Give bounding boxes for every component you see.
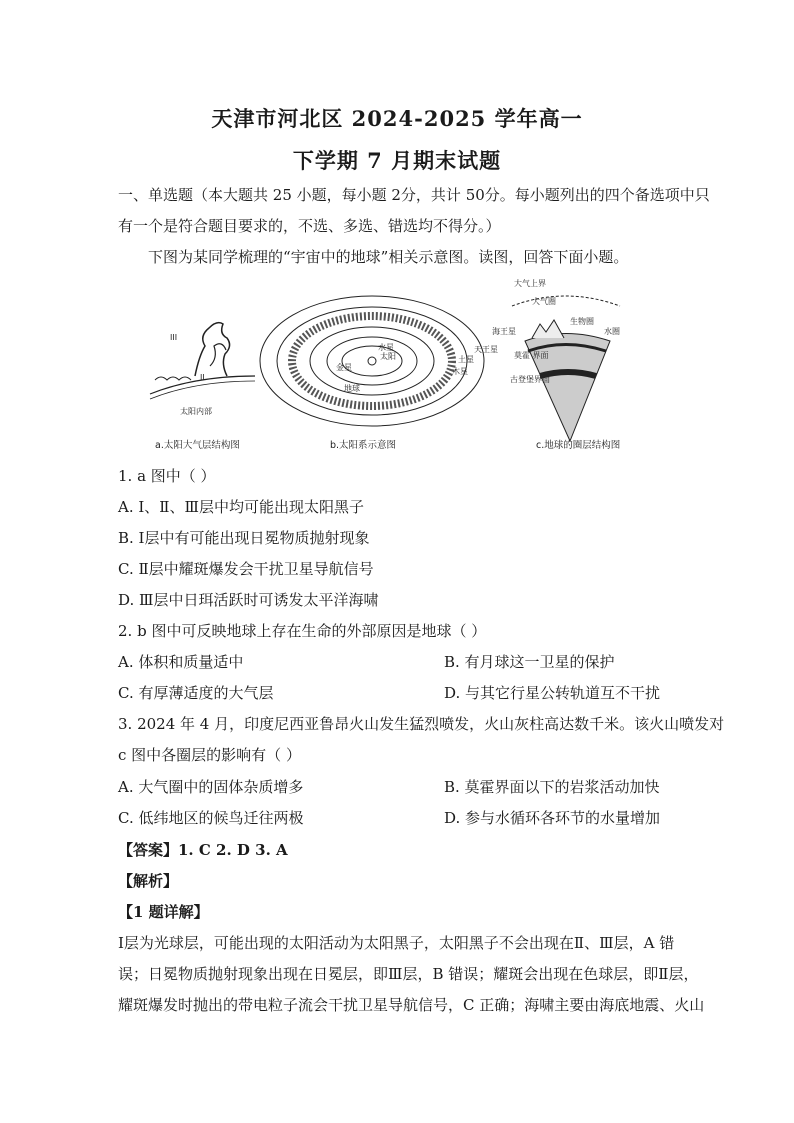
q1-option-a: A. Ⅰ、Ⅱ、Ⅲ层中均可能出现太阳黑子 (118, 498, 364, 516)
saturn-label: 土星 (458, 355, 474, 364)
layer-ii-label: II (200, 373, 205, 382)
jupiter-label: 木星 (452, 367, 468, 376)
figure-a-sun-atmosphere (150, 323, 255, 451)
moho-label: 莫霍 界面 (514, 351, 549, 360)
section-heading-line1: 一、单选题（本大题共 25 小题，每小题 2分，共计 50分。每小题列出的四个备选项中只 (118, 186, 710, 204)
figure-c-caption: c.地球的圈层结构图 (536, 440, 621, 451)
intro-text: 下图为某同学梳理的“宇宙中的地球”相关示意图。读图，回答下面小题。 (148, 248, 629, 266)
q3-option-b: B. 莫霍界面以下的岩浆活动加快 (444, 778, 660, 796)
answer-line: 【答案】1. C 2. D 3. A (118, 841, 288, 859)
q2-option-b: B. 有月球这一卫星的保护 (444, 653, 615, 671)
q3-option-d: D. 参与水循环各环节的水量增加 (444, 809, 661, 827)
q1-option-b: B. Ⅰ层中有可能出现日冕物质抛射现象 (118, 529, 370, 547)
earth-in-universe-figure (140, 276, 660, 456)
q1-detail-heading: 【1 题详解】 (118, 903, 209, 921)
q1-detail-line3: 耀斑爆发时抛出的带电粒子流会干扰卫星导航信号，C 正确；海啸主要由海底地震、火山 (118, 996, 705, 1014)
atmosphere-top-label: 大气上界 (514, 279, 546, 288)
section-heading-line2: 有一个是符合题目要求的，不选、多选、错选均不得分。） (118, 217, 501, 235)
figure-b-solar-system (260, 296, 516, 451)
q2-option-d: D. 与其它行星公转轨道互不干扰 (444, 684, 661, 702)
q1-option-c: C. Ⅱ层中耀斑爆发会干扰卫星导航信号 (118, 560, 374, 578)
atmosphere-label: 大气圈 (532, 297, 556, 306)
q1-option-d: D. Ⅲ层中日珥活跃时可诱发太平洋海啸 (118, 591, 379, 609)
figure-a-caption: a.太阳大气层结构图 (155, 440, 240, 451)
q2-option-c: C. 有厚薄适度的大气层 (118, 684, 274, 702)
q2-stem: 2. b 图中可反映地球上存在生命的外部原因是地球（ ） (118, 622, 487, 640)
q1-detail-line1: Ⅰ层为光球层，可能出现的太阳活动为太阳黑子，太阳黑子不会出现在Ⅱ、Ⅲ层，A 错 (118, 934, 675, 952)
analysis-heading: 【解析】 (118, 872, 179, 890)
mercury-label: 水星 (378, 343, 394, 352)
earth-label: 地球 (344, 384, 360, 393)
q1-detail-line2: 误；日冕物质抛射现象出现在日冕层，即Ⅲ层，B 错误；耀斑会出现在色球层，即Ⅱ层， (118, 965, 699, 983)
hydrosphere-label: 水圈 (604, 327, 620, 336)
figure-b-caption: b.太阳系示意图 (330, 440, 397, 451)
document-title-line1: 天津市河北区 2024-2025 学年高一 (211, 106, 583, 131)
layer-iii-label: III (170, 333, 178, 342)
neptune-label: 海王星 (492, 327, 516, 336)
q3-stem-line2: c 图中各圈层的影响有（ ） (118, 746, 301, 764)
gutenberg-label: 古登堡界面 (510, 375, 550, 384)
document-title-line2: 下学期 7 月期末试题 (292, 148, 502, 173)
q3-stem-line1: 3. 2024 年 4 月，印度尼西亚鲁昂火山发生猛烈喷发，火山灰柱高达数千米。该火山喷发对 (118, 715, 725, 733)
venus-label: 金星 (336, 363, 352, 372)
q3-option-a: A. 大气圈中的固体杂质增多 (118, 778, 304, 796)
figure-c-earth-spheres (510, 278, 620, 451)
biosphere-label: 生物圈 (570, 317, 594, 326)
q1-stem: 1. a 图中（ ） (118, 467, 216, 485)
q3-option-c: C. 低纬地区的候鸟迁往两极 (118, 809, 304, 827)
sun-interior-label: 太阳内部 (180, 407, 212, 416)
q2-option-a: A. 体积和质量适中 (118, 653, 244, 671)
sun-label: 太阳 (380, 352, 396, 361)
uranus-label: 天王星 (474, 345, 498, 354)
